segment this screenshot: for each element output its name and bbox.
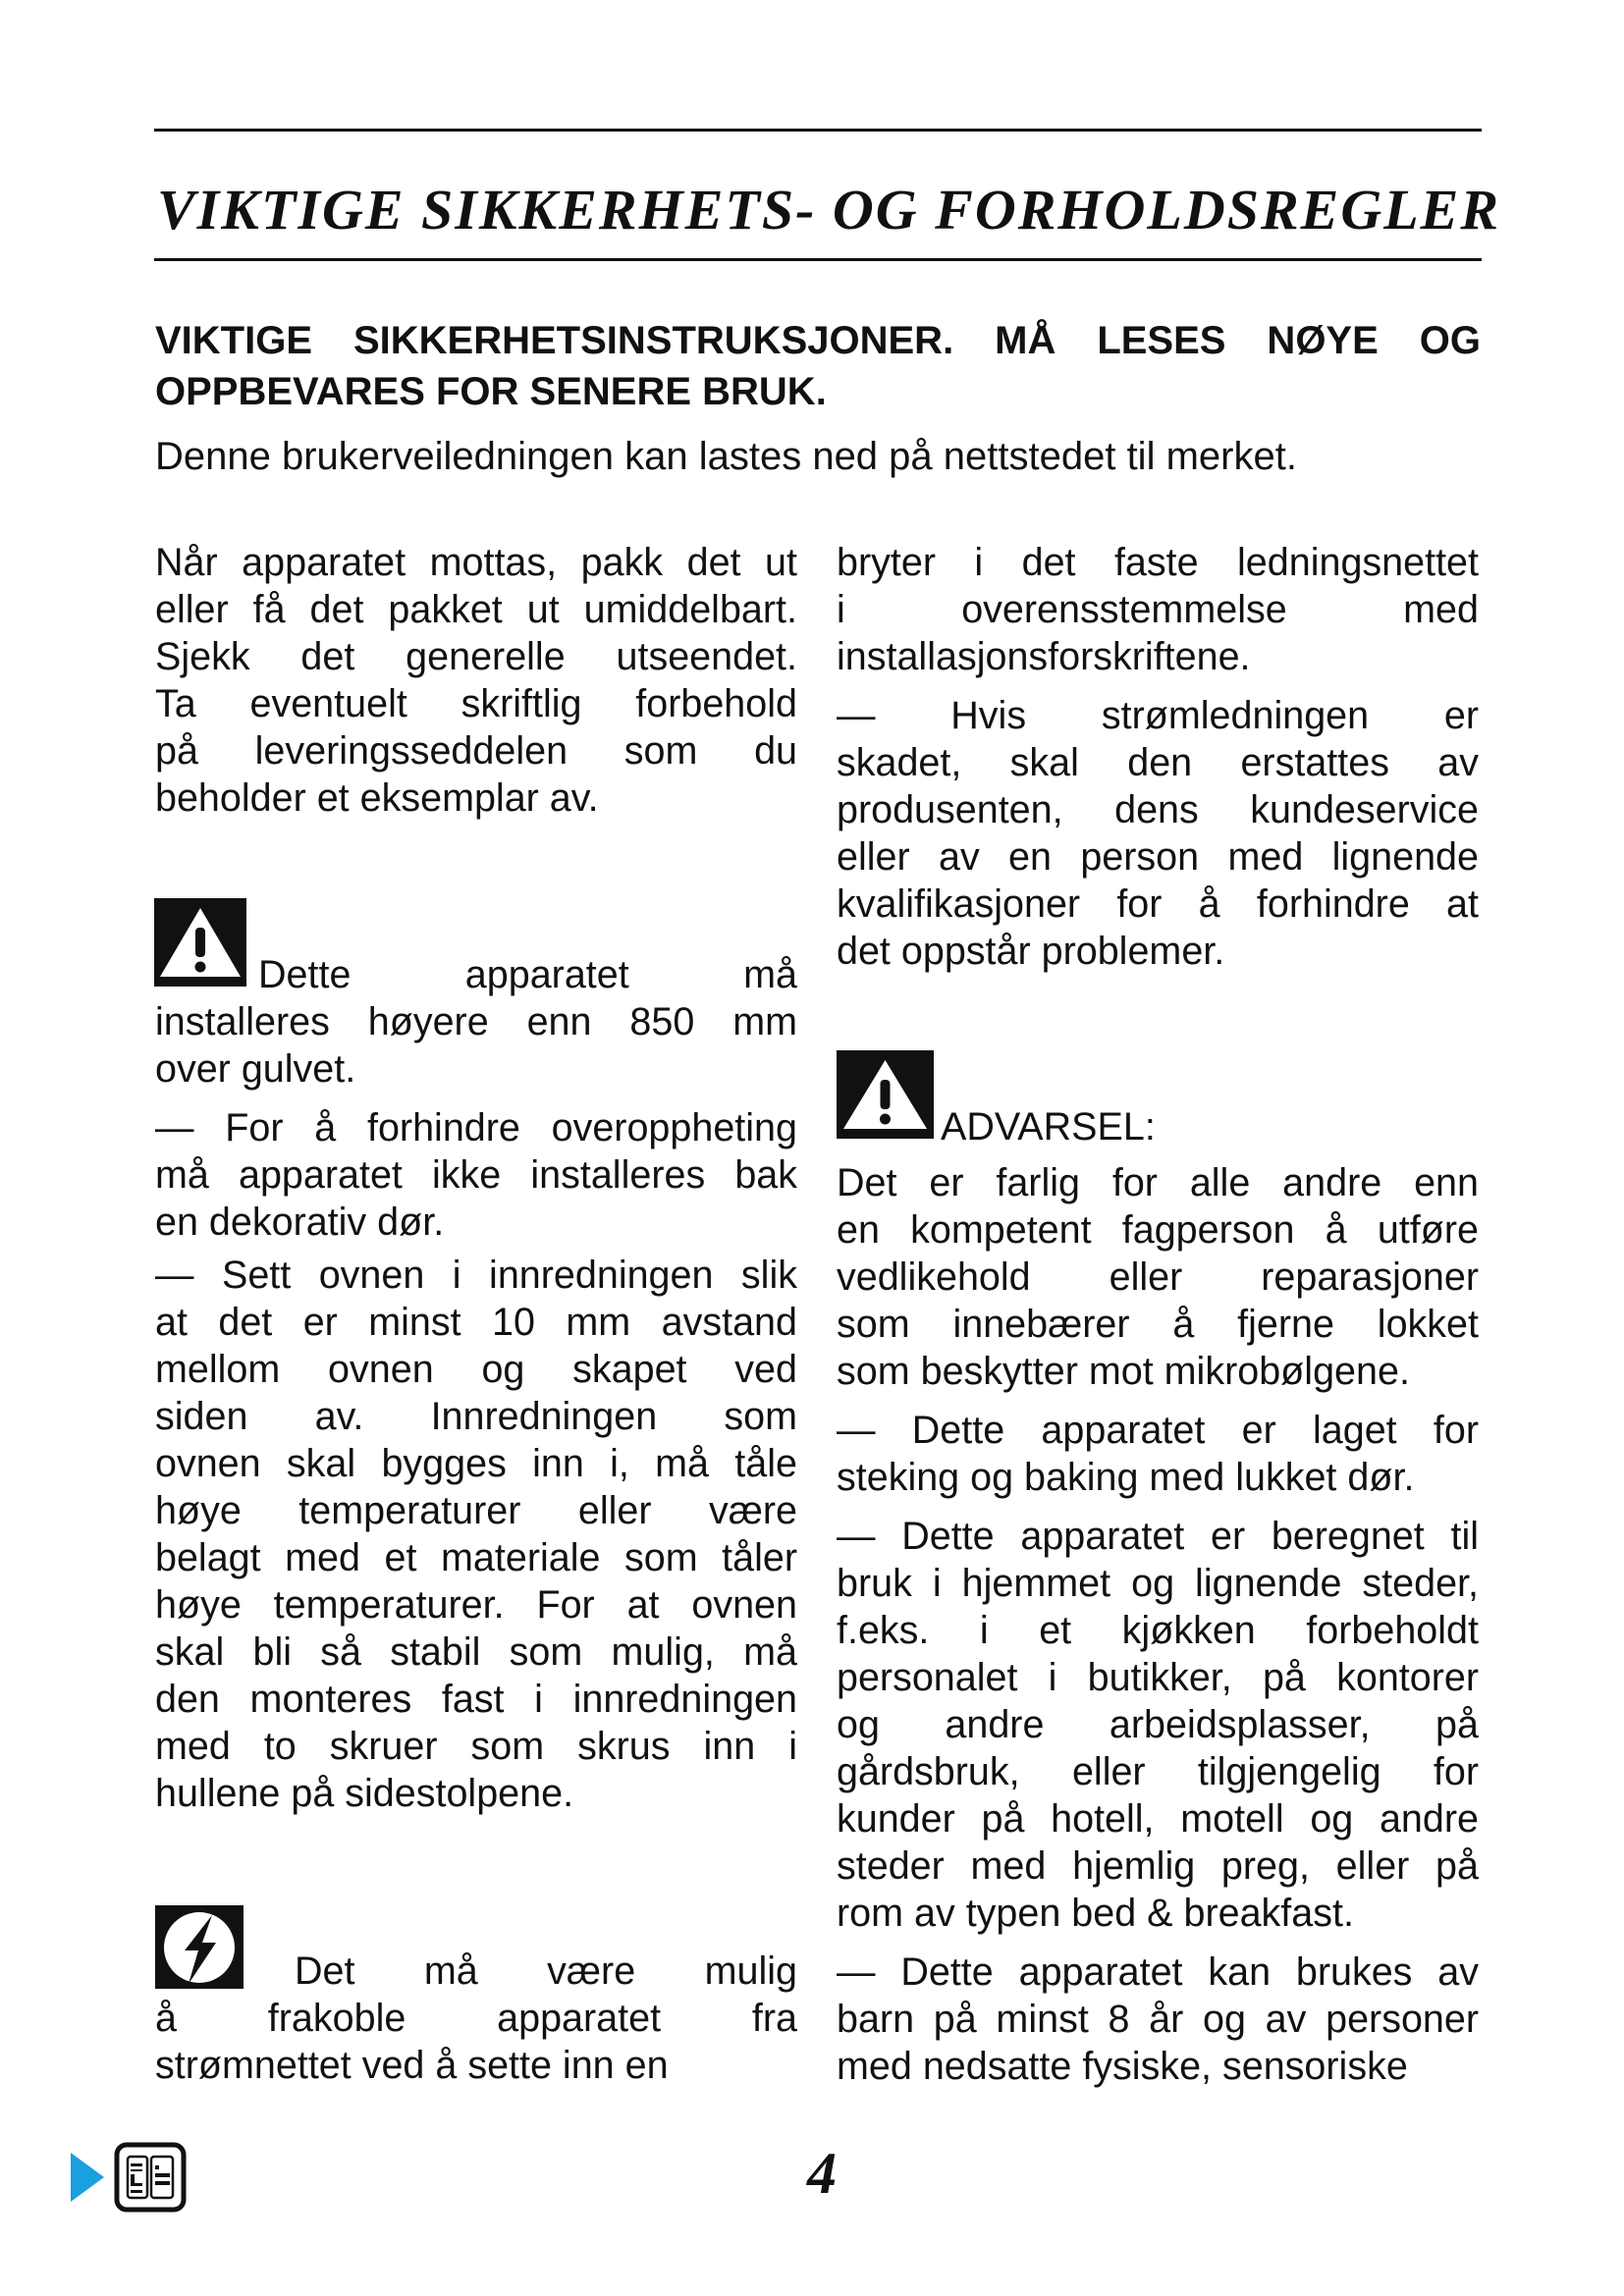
- text-line: med nedsatte fysiske, sensoriske: [837, 2045, 1408, 2088]
- text-line: skadet, skal den erstattes av: [837, 741, 1479, 784]
- text-line: barn på minst 8 år og av personer: [837, 1998, 1479, 2041]
- text-line: høye temperaturer eller være: [155, 1489, 797, 1532]
- top-rule: [154, 129, 1482, 132]
- right-p3: [837, 1159, 1479, 1395]
- text-line: eller av en person med lignende: [837, 835, 1479, 879]
- text-line: installasjonsforskriftene.: [837, 635, 1251, 678]
- text-line: belagt med et materiale som tåler: [155, 1536, 797, 1579]
- text-line: det oppstår problemer.: [837, 930, 1225, 973]
- right-p4: [837, 1407, 1479, 1501]
- text-line: å frakoble apparatet fra: [155, 1997, 797, 2040]
- text-line: Sjekk det generelle utseendet.: [155, 635, 797, 678]
- left-electrical-text: [155, 1948, 797, 2089]
- text-line: steder med hjemlig preg, eller på: [837, 1844, 1479, 1888]
- left-p1: [155, 539, 797, 822]
- text-line: som innebærer å fjerne lokket: [837, 1303, 1479, 1346]
- text-line: — Dette apparatet kan brukes av: [837, 1950, 1479, 1994]
- text-line: — Sett ovnen i innredningen slik: [155, 1254, 797, 1297]
- text-line: siden av. Innredningen som: [155, 1395, 797, 1438]
- text-line: at det er minst 10 mm avstand: [155, 1301, 797, 1344]
- text-line: en dekorativ dør.: [155, 1201, 445, 1244]
- text-line: beholder et eksemplar av.: [155, 776, 599, 820]
- text-line: vedlikehold eller reparasjoner: [837, 1255, 1479, 1299]
- text-line: bryter i det faste ledningsnettet: [837, 541, 1479, 584]
- text-line: — Hvis strømledningen er: [837, 694, 1479, 737]
- warning-label: ADVARSEL:: [941, 1105, 1156, 1148]
- text-line: — For å forhindre overoppheting: [155, 1106, 797, 1149]
- text-line: hullene på sidestolpene.: [155, 1772, 574, 1815]
- text-line: en kompetent fagperson å utføre: [837, 1208, 1479, 1252]
- text-line: Når apparatet mottas, pakk det ut: [155, 541, 797, 584]
- text-line: Det er farlig for alle andre enn: [837, 1161, 1479, 1204]
- left-p2: [155, 1104, 797, 1246]
- text-line: må apparatet ikke installeres bak: [155, 1153, 797, 1197]
- right-p5: [837, 1513, 1479, 1937]
- text-line: Det må være mulig: [295, 1949, 797, 1993]
- text-line: — Dette apparatet er laget for: [837, 1409, 1479, 1452]
- section-heading: VIKTIGE SIKKERHETSINSTRUKSJONER. MÅ LESES NØYE OG OPPBEVARES FOR SENERE BRUK.: [155, 319, 1481, 413]
- next-arrow-icon[interactable]: [71, 2153, 104, 2202]
- text-line: og andre arbeidsplasser, på: [837, 1703, 1479, 1746]
- text-line: produsenten, dens kundeservice: [837, 788, 1479, 831]
- title-rule: [154, 258, 1482, 261]
- text-line: strømnettet ved å sette inn en: [155, 2044, 669, 2087]
- text-line: eller få det pakket ut umiddelbart.: [155, 588, 797, 631]
- text-line: bruk i hjemmet og lignende steder,: [837, 1562, 1479, 1605]
- text-line: — Dette apparatet er beregnet til: [837, 1515, 1479, 1558]
- page-title: VIKTIGE SIKKERHETS- OG FORHOLDSREGLER: [157, 178, 1501, 241]
- text-line: skal bli så stabil som mulig, må: [155, 1630, 797, 1674]
- text-line: mellom ovnen og skapet ved: [155, 1348, 797, 1391]
- text-line: installeres høyere enn 850 mm: [155, 1000, 797, 1043]
- intro-text: Denne brukerveiledningen kan lastes ned på nettstedet til merket.: [155, 435, 1297, 478]
- right-p2: [837, 692, 1479, 975]
- text-line: Ta eventuelt skriftlig forbehold: [155, 682, 797, 725]
- text-line: over gulvet.: [155, 1047, 356, 1091]
- right-p1: [837, 539, 1479, 680]
- text-line: steking og baking med lukket dør.: [837, 1456, 1415, 1499]
- text-line: i overensstemmelse med: [837, 588, 1479, 631]
- text-line: som beskytter mot mikrobølgene.: [837, 1350, 1410, 1393]
- text-line: høye temperaturer. For at ovnen: [155, 1583, 797, 1627]
- text-line: rom av typen bed & breakfast.: [837, 1892, 1354, 1935]
- text-line: f.eks. i et kjøkken forbeholdt: [837, 1609, 1479, 1652]
- text-line: ovnen skal bygges inn i, må tåle: [155, 1442, 797, 1485]
- left-p3: [155, 1252, 797, 1817]
- warning-icon: [837, 1050, 934, 1139]
- text-line: med to skruer som skrus inn i: [155, 1725, 797, 1768]
- text-line: kvalifikasjoner for å forhindre at: [837, 882, 1479, 926]
- text-line: kunder på hotell, motell og andre: [837, 1797, 1479, 1841]
- text-line: Dette apparatet må: [258, 953, 797, 996]
- text-line: gårdsbruk, eller tilgjengelig for: [837, 1750, 1479, 1793]
- text-line: den monteres fast i innredningen: [155, 1678, 797, 1721]
- text-line: på leveringsseddelen som du: [155, 729, 797, 773]
- left-warning-text: [155, 951, 797, 1093]
- text-line: personalet i butikker, på kontorer: [837, 1656, 1479, 1699]
- manual-book-icon[interactable]: [114, 2142, 187, 2213]
- page-number: 4: [807, 2141, 837, 2206]
- right-p6: [837, 1949, 1479, 2090]
